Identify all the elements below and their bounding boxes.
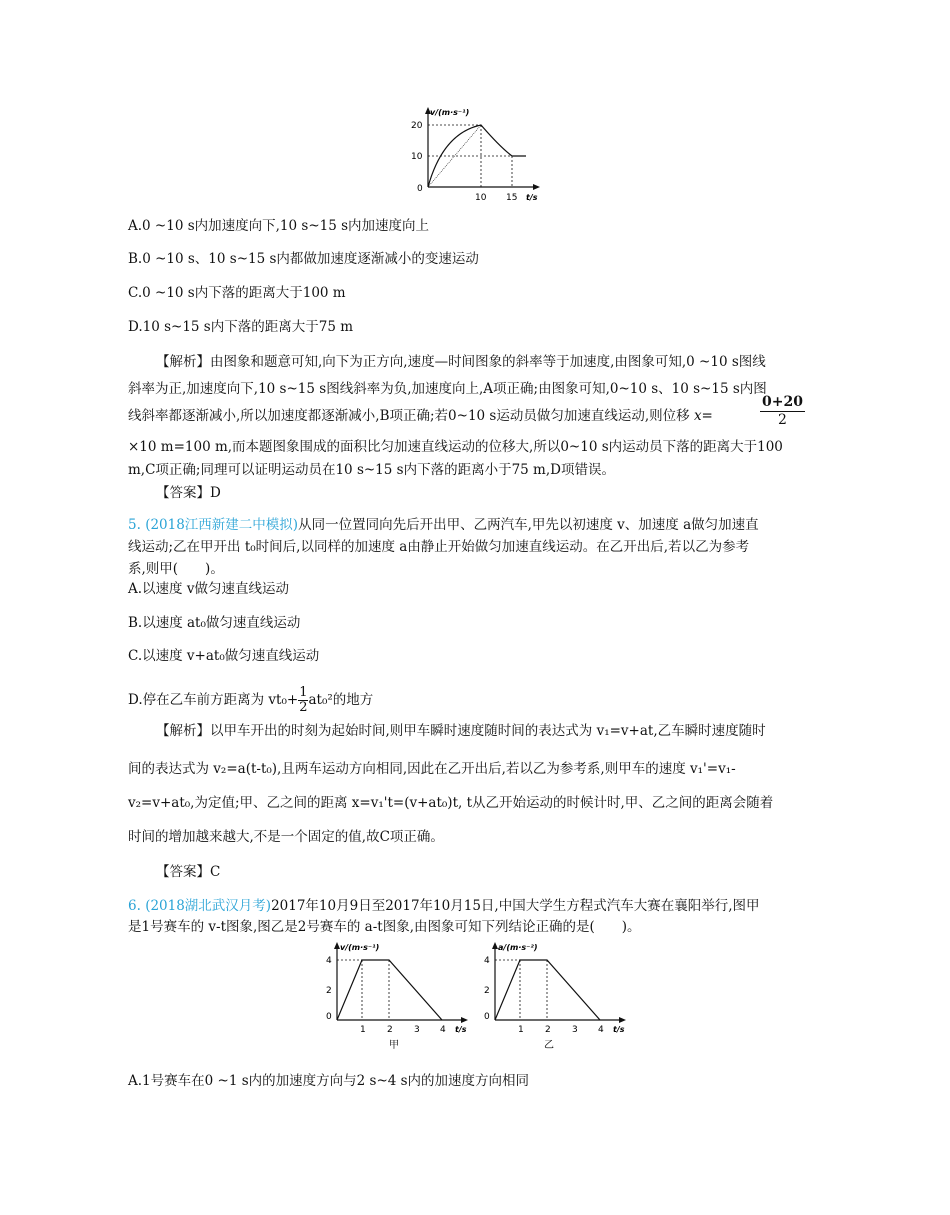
q4-option-a: A.0 ~10 s内加速度向下,10 s~15 s内加速度向上 bbox=[128, 218, 430, 234]
q5-stem-line3: 系,则甲( )。 bbox=[128, 561, 224, 577]
q4-analysis-line5: m,C项正确;同理可以证明运动员在10 s~15 s内下落的距离小于75 m,D项错误。 bbox=[128, 462, 615, 478]
yi-x-tick-4: 4 bbox=[598, 1025, 604, 1035]
yi-y-tick-4: 4 bbox=[484, 956, 490, 966]
q5-stem-line2: 线运动;乙在甲开出 t₀时间后,以同样的加速度 a由静止开始做匀加速直线运动。在乙开出后,若以乙为参考 bbox=[128, 539, 750, 555]
yi-y-tick-0: 0 bbox=[484, 1012, 490, 1022]
q4-fraction bbox=[760, 394, 805, 429]
q4-fraction-numerator: 0+20 bbox=[762, 394, 803, 410]
jia-caption: 甲 bbox=[389, 1040, 399, 1050]
q5-analysis-line2: 间的表达式为 v₂=a(t-t₀),且两车运动方向相同,因此在乙开出后,若以乙为参考系,则甲车的速度 v₁'=v₁- bbox=[128, 761, 736, 777]
q6-source: (2018湖北武汉月考) bbox=[145, 898, 272, 914]
q4-fraction-denominator: 2 bbox=[778, 412, 787, 428]
q5-option-d-numerator: 1 bbox=[299, 685, 308, 700]
q6-option-a: A.1号赛车在0 ~1 s内的加速度方向与2 s~4 s内的加速度方向相同 bbox=[128, 1073, 530, 1089]
q5-option-d bbox=[128, 686, 373, 715]
jia-ylabel: v/(m·s⁻¹) bbox=[340, 943, 380, 952]
jia-y-tick-4: 4 bbox=[326, 956, 332, 966]
jia-x-tick-1: 1 bbox=[360, 1025, 366, 1035]
q5-option-d-pre: D.停在乙车前方距离为 vt₀+ bbox=[128, 692, 299, 708]
q5-analysis-line1: 【解析】以甲车开出的时刻为起始时间,则甲车瞬时速度随时间的表达式为 v₁=v+at,乙车瞬时速度随时 bbox=[156, 723, 766, 739]
yi-x-tick-3: 3 bbox=[572, 1025, 578, 1035]
q5-option-d-denominator: 2 bbox=[299, 700, 308, 715]
yi-caption: 乙 bbox=[544, 1040, 554, 1050]
yi-ylabel: a/(m·s⁻²) bbox=[498, 943, 538, 952]
q5-option-d-fraction bbox=[298, 686, 308, 715]
q4-displacement-label: x= bbox=[693, 408, 713, 424]
q6-stem-text1: 2017年10月9日至2017年10月15日,中国大学生方程式汽车大赛在襄阳举行,图甲 bbox=[271, 898, 760, 914]
q5-stem-line1 bbox=[128, 516, 759, 534]
q4-option-b: B.0 ~10 s、10 s~15 s内都做加速度逐渐减小的变速运动 bbox=[128, 251, 479, 267]
x-tick-15: 15 bbox=[506, 193, 518, 203]
velocity-time-graph bbox=[408, 105, 548, 205]
graph-xlabel: t/s bbox=[526, 193, 538, 202]
q5-analysis-line4: 时间的增加越来越大,不是一个固定的值,故C项正确。 bbox=[128, 829, 444, 845]
graph-jia-vt bbox=[322, 940, 472, 1050]
q5-option-a: A.以速度 v做匀速直线运动 bbox=[128, 581, 289, 597]
yi-x-tick-2: 2 bbox=[545, 1025, 551, 1035]
jia-x-tick-2: 2 bbox=[387, 1025, 393, 1035]
q4-option-d: D.10 s~15 s内下落的距离大于75 m bbox=[128, 319, 354, 335]
q5-answer: 【答案】C bbox=[156, 864, 221, 880]
q5-option-d-post: 的地方 bbox=[332, 692, 374, 708]
q5-number: 5. bbox=[128, 517, 141, 533]
jia-y-tick-2: 2 bbox=[326, 986, 332, 996]
y-tick-10: 10 bbox=[411, 152, 423, 162]
y-tick-0: 0 bbox=[417, 184, 423, 194]
q4-option-c: C.0 ~10 s内下落的距离大于100 m bbox=[128, 285, 346, 301]
yi-x-tick-1: 1 bbox=[518, 1025, 524, 1035]
q6-number: 6. bbox=[128, 898, 141, 914]
jia-xlabel: t/s bbox=[455, 1025, 467, 1034]
q5-analysis-line3: v₂=v+at₀,为定值;甲、乙之间的距离 x=v₁'t=(v+at₀)t, t从乙开始运动的时候计时,甲、乙之间的距离会随着 bbox=[128, 795, 774, 811]
jia-x-tick-4: 4 bbox=[440, 1025, 446, 1035]
graph-ylabel: v/(m·s⁻¹) bbox=[430, 108, 470, 117]
q4-analysis-line4: ×10 m=100 m,而本题图象围成的面积比匀加速直线运动的位移大,所以0~10 s内运动员下落的距离大于100 bbox=[128, 439, 783, 455]
q6-stem-line1 bbox=[128, 897, 760, 915]
q5-option-b: B.以速度 at₀做匀速直线运动 bbox=[128, 615, 301, 631]
x-tick-10: 10 bbox=[475, 193, 487, 203]
yi-xlabel: t/s bbox=[613, 1025, 625, 1034]
q5-source: (2018江西新建二中模拟) bbox=[145, 517, 299, 533]
jia-x-tick-3: 3 bbox=[414, 1025, 420, 1035]
q6-stem-line2: 是1号赛车的 v-t图象,图乙是2号赛车的 a-t图象,由图象可知下列结论正确的是( )。 bbox=[128, 919, 641, 935]
q4-answer: 【答案】D bbox=[156, 485, 221, 501]
q4-analysis-line3-text: 线斜率都逐渐减小,所以加速度都逐渐减小,B项正确;若0~10 s运动员做匀加速直线运动,则位移 bbox=[128, 408, 690, 424]
q5-option-c: C.以速度 v+at₀做匀速直线运动 bbox=[128, 648, 320, 664]
graph-yi-at bbox=[480, 940, 630, 1050]
jia-y-tick-0: 0 bbox=[326, 1012, 332, 1022]
q4-analysis-line3 bbox=[128, 407, 713, 425]
q4-analysis-line1: 【解析】由图象和题意可知,向下为正方向,速度—时间图象的斜率等于加速度,由图象可知,0 ~10 s图线 bbox=[156, 354, 766, 370]
q5-stem-text1: 从同一位置同向先后开出甲、乙两汽车,甲先以初速度 v、加速度 a做匀加速直 bbox=[298, 517, 759, 533]
q5-option-d-mid: at₀² bbox=[308, 692, 333, 708]
yi-y-tick-2: 2 bbox=[484, 986, 490, 996]
y-tick-20: 20 bbox=[411, 121, 423, 131]
q4-analysis-line2: 斜率为正,加速度向下,10 s~15 s图线斜率为负,加速度向上,A项正确;由图象可知,0~10 s、10 s~15 s内图 bbox=[128, 381, 767, 397]
